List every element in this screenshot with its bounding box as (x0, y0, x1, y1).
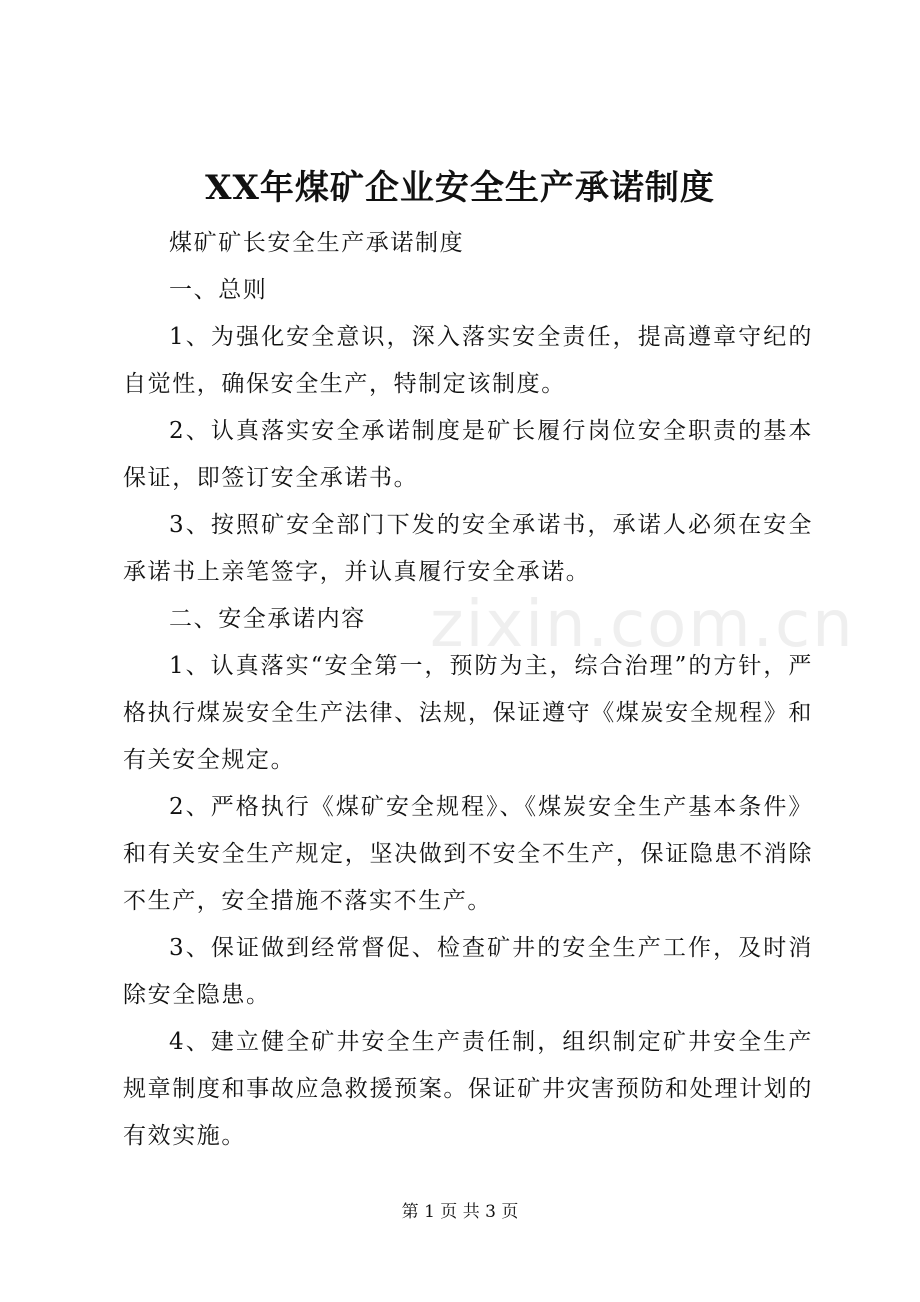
document-body (123, 220, 813, 1160)
paragraph-general-2: 2、认真落实安全承诺制度是矿长履行岗位安全职责的基本保证，即签订安全承诺书。 (123, 418, 813, 491)
section-heading-content: 二、安全承诺内容 (169, 606, 366, 632)
paragraph-content-3: 3、保证做到经常督促、检查矿井的安全生产工作，及时消除安全隐患。 (123, 935, 813, 1008)
paragraph-content-2: 2、严格执行《煤矿安全规程》、《煤炭安全生产基本条件》和有关安全生产规定，坚决做到不安全不生产，保证隐患不消除不生产，安全措施不落实不生产。 (123, 794, 813, 914)
subtitle-paragraph: 煤矿矿长安全生产承诺制度 (169, 230, 465, 256)
paragraph-general-3: 3、按照矿安全部门下发的安全承诺书，承诺人必须在安全承诺书上亲笔签字，并认真履行安全承诺。 (123, 512, 813, 585)
paragraph-general-1: 1、为强化安全意识，深入落实安全责任，提高遵章守纪的自觉性，确保安全生产，特制定该制度。 (123, 324, 813, 397)
page-footer: 第 1 页 共 3 页 (401, 1202, 519, 1222)
document-title: XX年煤矿企业安全生产承诺制度 (205, 168, 715, 208)
watermark: zixin.com.cn (430, 588, 855, 662)
paragraph-content-1: 1、认真落实“安全第一，预防为主，综合治理”的方针，严格执行煤炭安全生产法律、法规，保证遵守《煤炭安全规程》和有关安全规定。 (123, 653, 813, 773)
paragraph-content-4: 4、建立健全矿井安全生产责任制，组织制定矿井安全生产规章制度和事故应急救援预案。保证矿井灾害预防和处理计划的有效实施。 (123, 1029, 813, 1149)
section-heading-general: 一、总则 (169, 277, 268, 303)
